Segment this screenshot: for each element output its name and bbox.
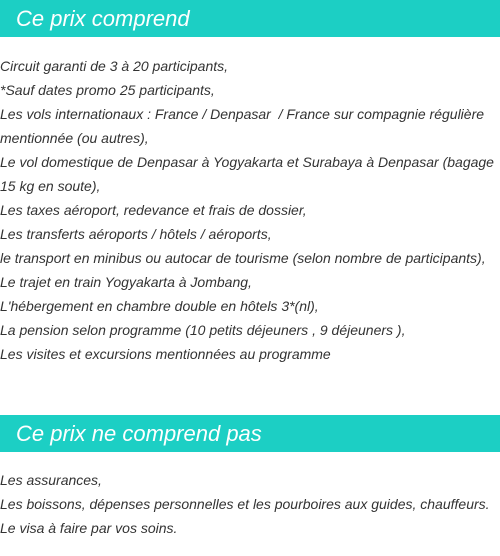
included-item: *Sauf dates promo 25 participants, [0,82,215,98]
excluded-item: Les assurances, [0,472,102,488]
included-section-title: Ce prix comprend [0,0,500,37]
included-item: le transport en minibus ou autocar de tourisme (selon nombre de participants), [0,250,486,266]
included-item: Circuit garanti de 3 à 20 participants, [0,58,229,74]
excluded-section-title: Ce prix ne comprend pas [0,415,500,452]
included-item: La pension selon programme (10 petits déjeuners , 9 déjeuners ), [0,322,406,338]
included-item: Les transferts aéroports / hôtels / aéroports, [0,226,272,242]
excluded-item: Les boissons, dépenses personnelles et les pourboires aux guides, chauffeurs. [0,496,490,512]
excluded-items-list [0,468,500,540]
included-item: Les vols internationaux : France / Denpasar / France sur compagnie régulière mentionnée (ou autres), [0,106,485,146]
included-items-list [0,54,500,366]
included-item: Les visites et excursions mentionnées au programme [0,346,331,362]
excluded-item: Le visa à faire par vos soins. [0,520,178,536]
included-item: Le trajet en train Yogyakarta à Jombang, [0,274,252,290]
included-item: L'hébergement en chambre double en hôtels 3*(nl), [0,298,319,314]
included-item: Les taxes aéroport, redevance et frais de dossier, [0,202,307,218]
included-item: Le vol domestique de Denpasar à Yogyakarta et Surabaya à Denpasar (bagage 15 kg en soute), [0,154,494,194]
